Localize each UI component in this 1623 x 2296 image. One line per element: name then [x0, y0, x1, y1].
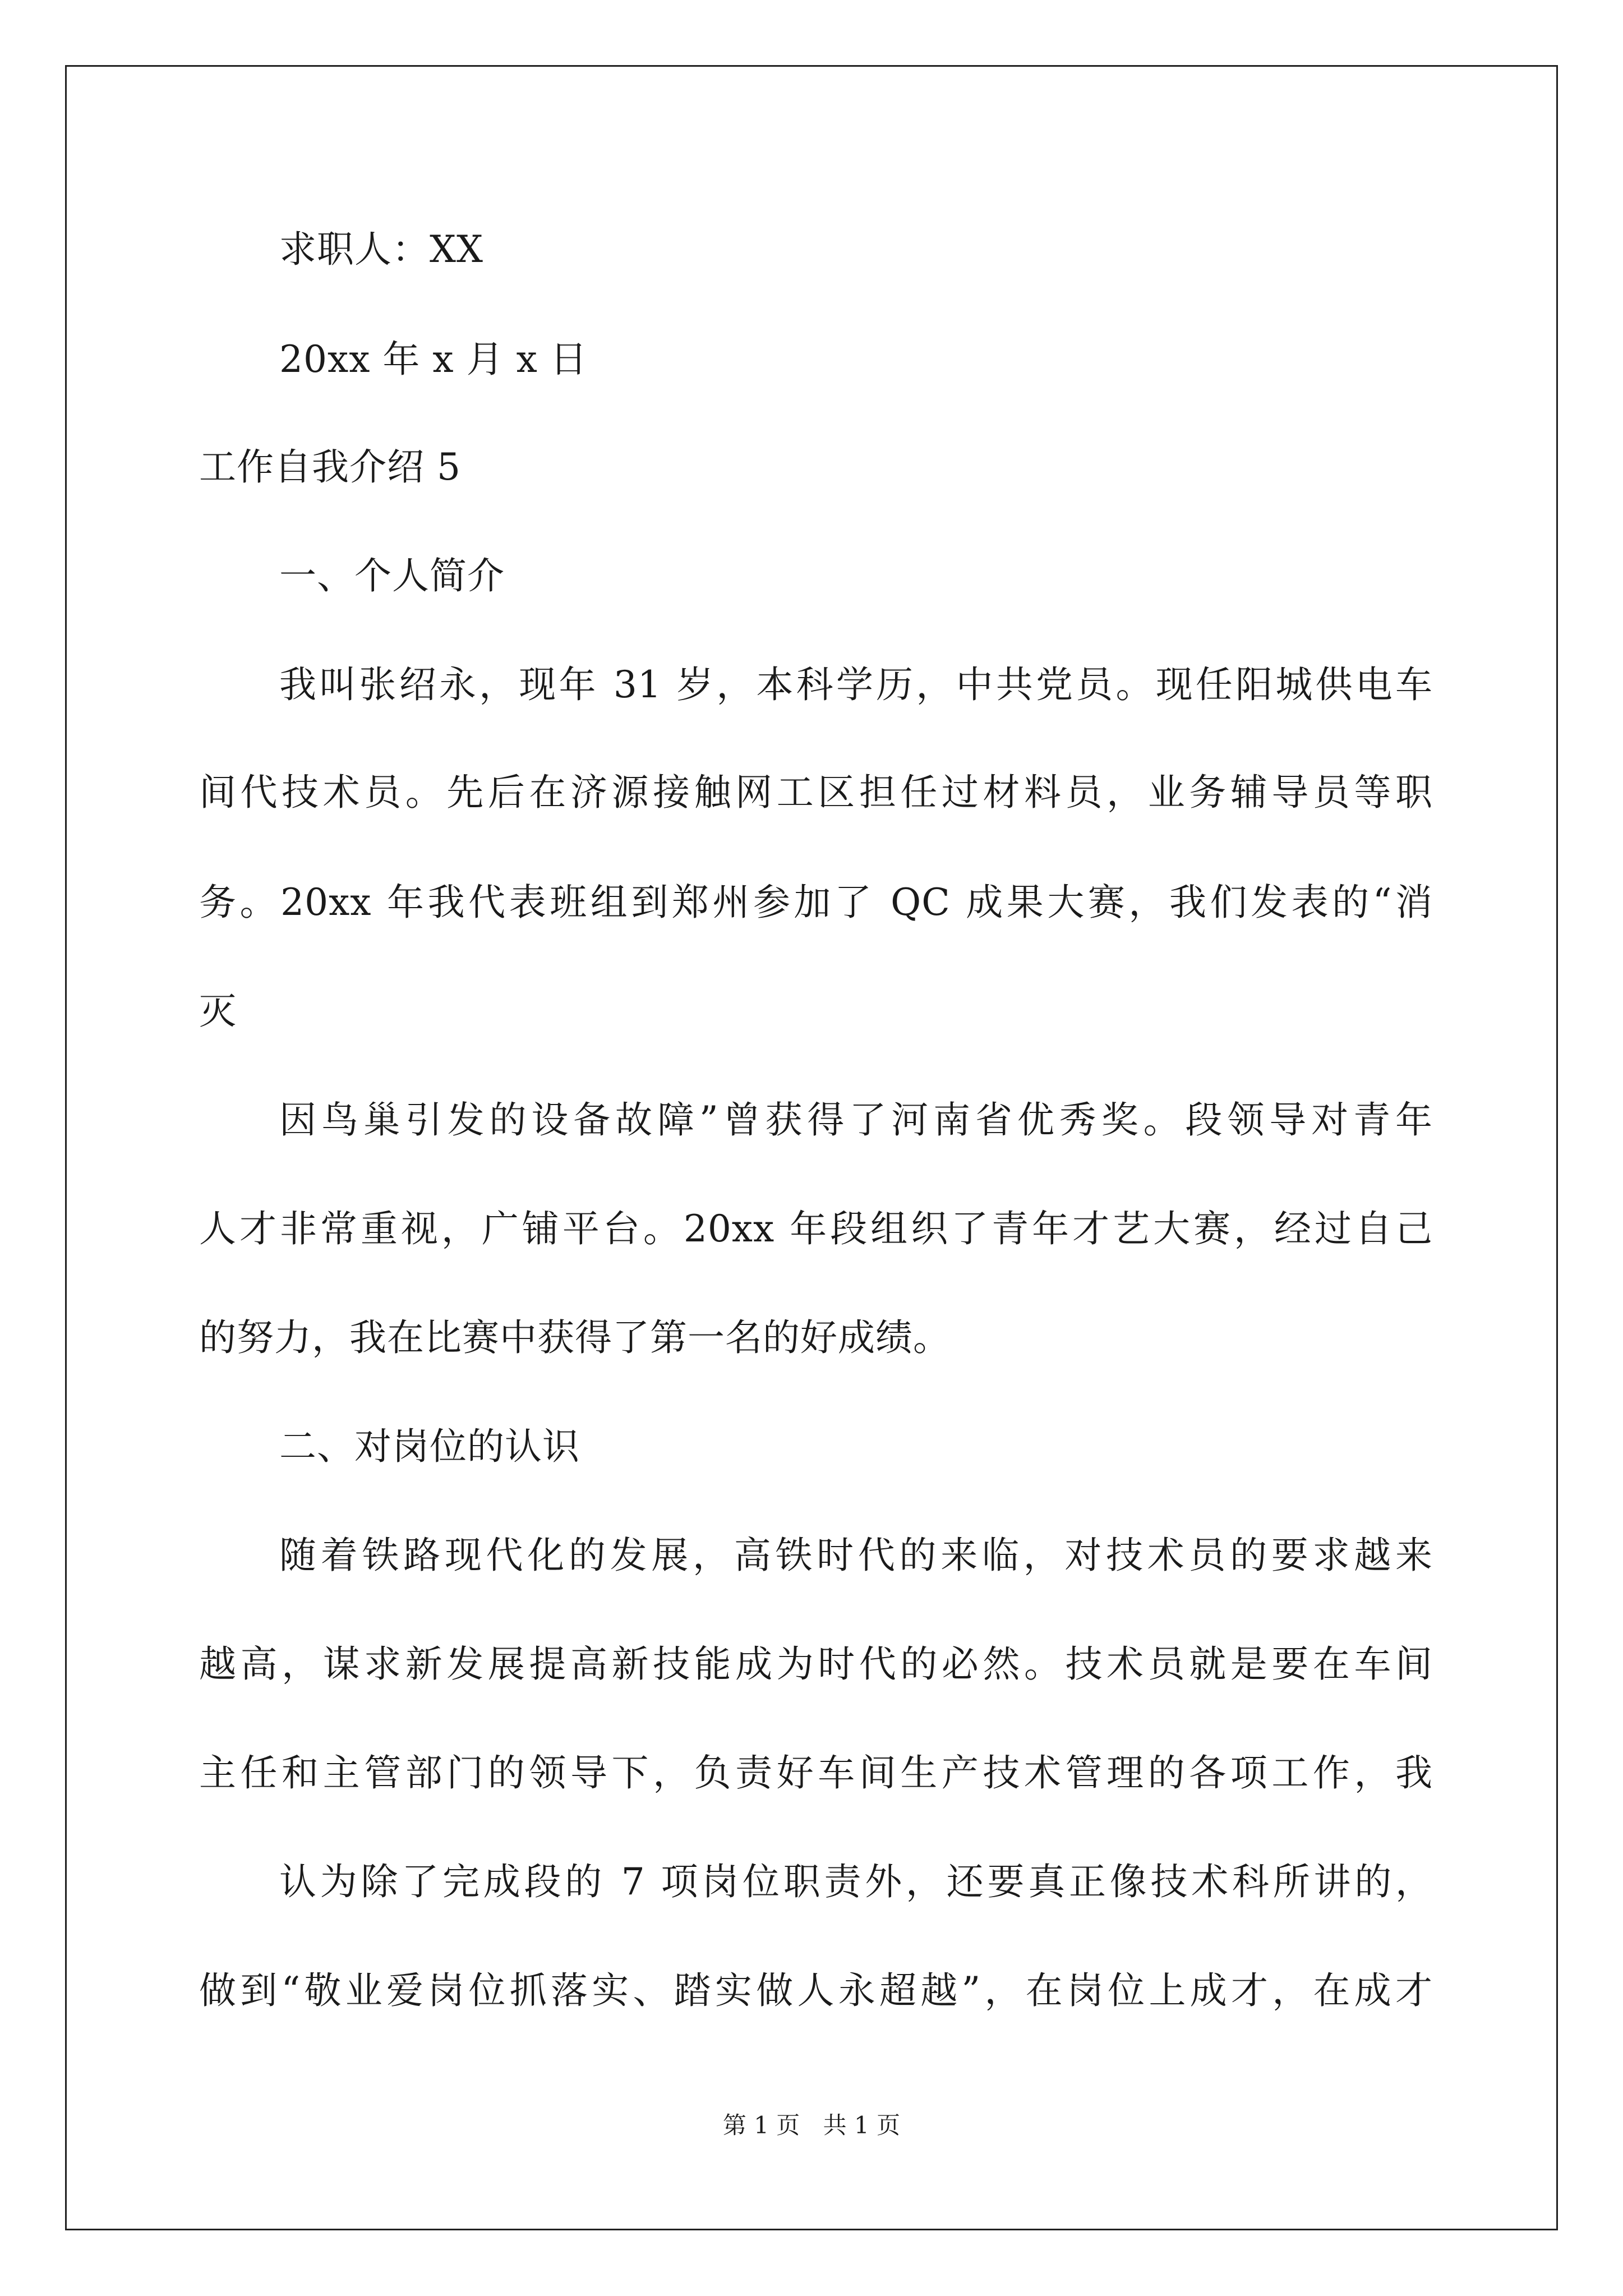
- heading-role-understanding: 二、对岗位的认识: [279, 1425, 580, 1468]
- paragraph-line: 务。20xx 年我代表班组到郑州参加了 QC 成果大赛，我们发表的“消: [199, 881, 1433, 924]
- paragraph-line: 灭: [199, 990, 237, 1033]
- paragraph-line: 越高，谋求新发展提高新技能成为时代的必然。技术员就是要在车间: [199, 1642, 1433, 1686]
- paragraph-line: 因鸟巢引发的设备故障”曾获得了河南省优秀奖。段领导对青年: [279, 1098, 1433, 1142]
- date-line: 20xx 年 x 月 x 日: [279, 338, 588, 381]
- page-total: 共 1 页: [823, 2111, 901, 2139]
- applicant-line: 求职人：XX: [279, 228, 483, 271]
- paragraph-line: 人才非常重视，广铺平台。20xx 年段组织了青年才艺大赛，经过自己: [199, 1207, 1433, 1250]
- page-border: [65, 65, 1558, 2230]
- paragraph-line: 做到“敬业爱岗位抓落实、踏实做人永超越”，在岗位上成才，在成才: [199, 1969, 1433, 2012]
- heading-personal-intro: 一、个人简介: [279, 554, 505, 597]
- page-footer: [0, 2111, 1623, 2139]
- paragraph-line: 主任和主管部门的领导下，负责好车间生产技术管理的各项工作，我: [199, 1751, 1433, 1795]
- paragraph-line: 认为除了完成段的 7 项岗位职责外，还要真正像技术科所讲的，: [279, 1860, 1433, 1903]
- page-number: 第 1 页: [722, 2111, 800, 2139]
- paragraph-line: 我叫张绍永，现年 31 岁，本科学历，中共党员。现任阳城供电车: [279, 663, 1433, 706]
- section-title: 工作自我介绍 5: [199, 445, 461, 489]
- paragraph-line: 间代技术员。先后在济源接触网工区担任过材料员，业务辅导员等职: [199, 771, 1433, 814]
- paragraph-line: 的努力，我在比赛中获得了第一名的好成绩。: [199, 1316, 951, 1359]
- paragraph-line: 随着铁路现代化的发展，高铁时代的来临，对技术员的要求越来: [279, 1534, 1433, 1577]
